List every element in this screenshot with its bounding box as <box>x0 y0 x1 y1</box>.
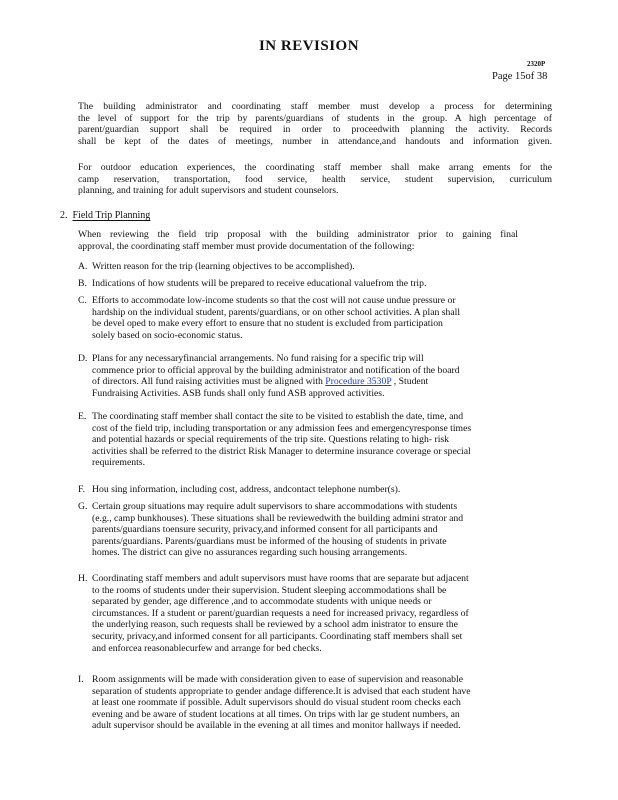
item-line: Certain group situations may require adult supervisors to share accommodations with students <box>92 501 458 512</box>
item-line: commence prior to official approval by the building administrator and notification of the board <box>92 364 460 376</box>
item-line: The coordinating staff member shall contact the site to be visited to establish the date, time, and <box>92 411 464 422</box>
item-label: E. <box>78 411 87 422</box>
list-item-g <box>78 501 558 559</box>
item-line: separation of students appropriate to gender andage difference.It is advised that each student have <box>92 685 471 697</box>
item-line: activities shall be referred to the district Risk Manager to determine insurance coverage or special <box>92 445 471 457</box>
item-line: (e.g., camp bunkhouses). These situations shall be reviewedwith the building admini strator and <box>92 512 464 524</box>
outdoor-line: planning, and training for adult supervisors and student counselors. <box>78 185 339 197</box>
item-label: A. <box>78 261 88 272</box>
list-item-c <box>78 295 558 341</box>
page-title: IN REVISION <box>258 38 360 54</box>
list-item-f <box>78 484 558 496</box>
item-line: adult supervisor should be available in the evening at all times and monitor hallways if needed. <box>92 720 461 732</box>
item-line: homes. The district can give no assurances regarding such housing arrangements. <box>92 547 408 559</box>
item-label: D. <box>78 353 88 364</box>
section-title: Field Trip Planning <box>72 210 151 221</box>
item-line: and enforcea reasonablecurfew and arrange for bed checks. <box>92 642 322 654</box>
section-number: 2. <box>60 210 68 221</box>
list-item-b <box>78 278 558 290</box>
item-line: be devel oped to make every effort to ensure that no student is excluded from participation <box>92 318 443 330</box>
item-label: I. <box>78 674 84 685</box>
item-line: the underlying reason, such requests shall be reviewed by a school adm inistrator to ensure the <box>92 619 458 631</box>
intro-line: parent/guardian support shall be required in order to proceedwith planning the activity. Records <box>78 124 552 136</box>
item-label: C. <box>78 295 87 306</box>
item-line: requirements. <box>92 457 145 469</box>
item-line: Efforts to accommodate low-income students so that the cost will not cause undue pressure or <box>92 295 456 306</box>
list-item-d <box>78 353 558 399</box>
item-line-text: , Student <box>391 376 429 388</box>
list-item-a <box>78 261 558 273</box>
intro-line: shall be kept of the dates of meetings, number in attendance,and handouts and information given. <box>78 135 552 147</box>
item-line: Written reason for the trip (learning objectives to be accomplished). <box>92 261 355 272</box>
section-intro-paragraph <box>78 229 518 252</box>
list-item-e <box>78 411 558 469</box>
item-line: Coordinating staff members and adult supervisors must have rooms that are separate but adjacent <box>92 573 469 584</box>
outdoor-line: camp reservation, transportation, food service, health service, student supervision, curriculum <box>78 173 552 185</box>
item-label: F. <box>78 484 86 495</box>
item-line: hardship on the individual student, parents/guardians, or on other school activities. A plan shall <box>92 306 461 318</box>
item-line: cost of the field trip, including transportation or any admission fees and emergencyresponse times <box>92 422 472 434</box>
item-line: at least one roommate if possible. Adult supervisors should do visual student room checks each <box>92 697 461 709</box>
intro-line: The building administrator and coordinating staff member must develop a process for determining <box>78 101 552 112</box>
item-line: and potential hazards or special requirements of the trip site. Questions relating to high- risk <box>92 434 449 446</box>
item-line: evening and be aware of student locations at all times. On trips with lar ge student numbers, an <box>92 708 460 720</box>
list-item-i <box>78 674 558 732</box>
outdoor-paragraph <box>78 162 552 197</box>
item-line: Plans for any necessaryfinancial arrangements. No fund raising for a specific trip will <box>92 353 424 364</box>
item-line: to the rooms of students under their supervision. Student sleeping accommodations shall be <box>92 584 447 596</box>
item-line: solely based on socio-economic status. <box>92 329 243 341</box>
item-label: B. <box>78 278 87 289</box>
outdoor-line: For outdoor education experiences, the coordinating staff member shall make arrang ements for the <box>78 162 552 173</box>
item-line: security, privacy,and informed consent for all participants. Coordinating staff members shall set <box>92 630 463 642</box>
item-line: parents/guardians. Parents/guardians must be informed of the housing of students in private <box>92 535 447 547</box>
item-line: Room assignments will be made with consideration given to ease of supervision and reasonable <box>92 674 464 685</box>
item-label: G. <box>78 501 88 512</box>
list-item-h <box>78 573 558 654</box>
item-line <box>92 376 558 388</box>
document-code: 2320P <box>527 60 546 68</box>
intro-paragraph <box>78 101 552 147</box>
item-line: Hou sing information, including cost, address, andcontact telephone number(s). <box>92 484 401 495</box>
item-label: H. <box>78 573 88 584</box>
section-intro-line: When reviewing the field trip proposal with the building administrator prior to gaining final <box>78 229 518 240</box>
item-line: circumstances. If a student or parent/guardian requests a need for increased privacy, regardless of <box>92 607 469 619</box>
item-line: Indications of how students will be prepared to receive educational valuefrom the trip. <box>92 278 427 289</box>
item-line: separated by gender, age difference ,and to accommodate students with unique needs or <box>92 596 432 608</box>
section-intro-line: approval, the coordinating staff member must provide documentation of the following: <box>78 240 415 252</box>
section-heading <box>60 210 150 221</box>
item-line: Fundraising Activities. ASB funds shall only fund ASB approved activities. <box>92 387 385 399</box>
item-line-text: of directors. All fund raising activities must be aligned with <box>92 376 326 388</box>
page-number: Page 15of 38 <box>492 71 548 82</box>
intro-line: the level of support for the trip by parents/guardians of students in the group. A high percentage of <box>78 112 552 124</box>
procedure-3530p-link[interactable]: Procedure 3530P <box>325 376 392 388</box>
item-line: parents/guardians toensure security, privacy,and informed consent for all participants and <box>92 524 438 536</box>
